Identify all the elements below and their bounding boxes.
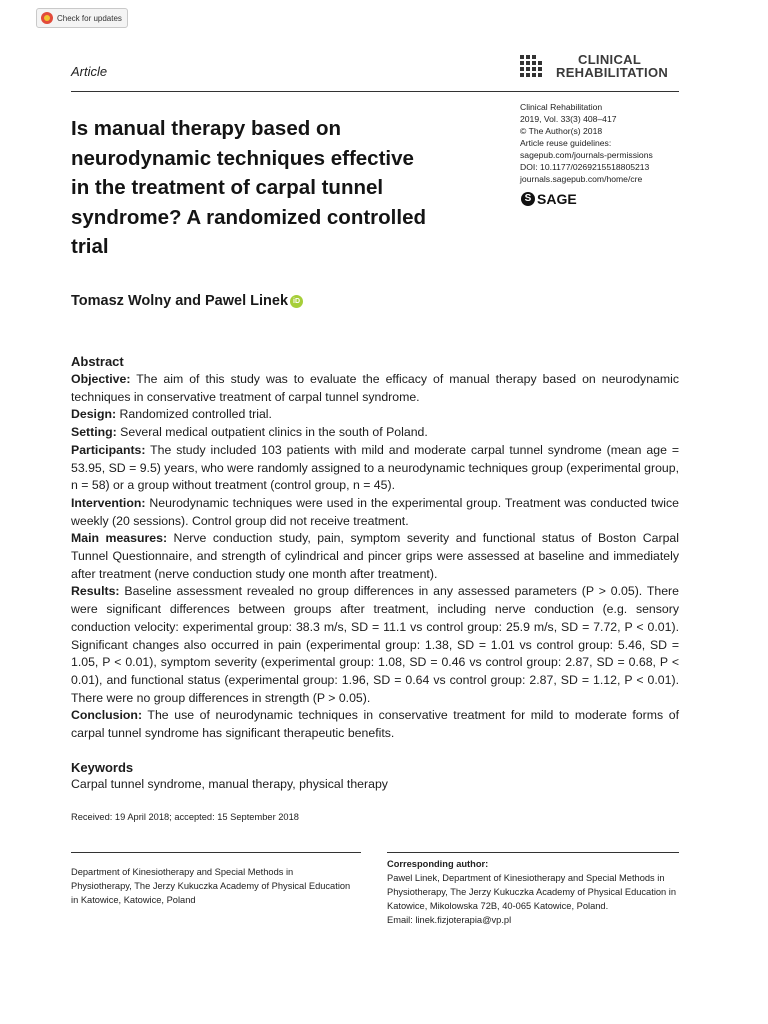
crossmark-icon: [41, 12, 53, 24]
meta-journal: Clinical Rehabilitation: [520, 102, 603, 112]
author-affiliation: Department of Kinesiotherapy and Special Methods in Physiotherapy, The Jerzy Kukuczka Academy of Physical Education in Katowice, Katowice, Poland: [71, 867, 351, 905]
keywords-heading: Keywords: [71, 760, 134, 775]
meta-reuse-label: Article reuse guidelines:: [520, 138, 612, 148]
abstract-intervention: Intervention: Neurodynamic techniques were used in the experimental group. Treatment was conducted twice weekly (20 sessions). Control group did not receive treatment.: [71, 495, 679, 528]
abstract-design: Design: Randomized controlled trial.: [71, 407, 272, 422]
sage-s-icon: S: [521, 192, 535, 206]
journal-name-line1: CLINICAL: [578, 52, 642, 67]
meta-doi[interactable]: DOI: 10.1177/0269215518805213: [520, 162, 650, 172]
journal-name-line2: REHABILITATION: [556, 65, 669, 80]
meta-volume: 2019, Vol. 33(3) 408–417: [520, 114, 617, 124]
journal-grid-icon: [520, 55, 548, 79]
abstract-objective: Objective: The aim of this study was to evaluate the efficacy of manual therapy based on neurodynamic techniques in conservative treatment of carpal tunnel syndrome.: [71, 372, 679, 404]
corresponding-body: Pawel Linek, Department of Kinesiotherapy and Special Methods in Physiotherapy, The Jerzy Kukuczka Academy of Physical Education in Katowice, Mikolowska 72B, 40-065 Katowice, Poland.: [387, 873, 677, 911]
meta-journal-link[interactable]: journals.sagepub.com/home/cre: [520, 174, 643, 184]
abstract-main-measures: Main measures: Nerve conduction study, pain, symptom severity and functional status of Boston Carpal Tunnel Questionnaire, and strength of cylindrical and pincer grips were assessed at baseline and immediately after treatment (nerve conduction study one month after treatment).: [71, 531, 679, 581]
journal-name: [556, 53, 668, 79]
corresponding-rule: [387, 852, 679, 853]
affiliation-rule: [71, 852, 361, 853]
corresponding-author: [387, 857, 679, 927]
article-title: Is manual therapy based on neurodynamic techniques effective in the treatment of carpal tunnel syndrome? A randomized controlled trial: [71, 117, 426, 258]
sage-logo-text: SAGE: [537, 191, 577, 207]
check-for-updates-button[interactable]: [36, 8, 128, 28]
abstract-heading: Abstract: [71, 354, 124, 369]
keywords-list: Carpal tunnel syndrome, manual therapy, physical therapy: [71, 777, 388, 791]
journal-logo: [520, 53, 680, 83]
article-metadata: [520, 101, 653, 185]
abstract-results: Results: Baseline assessment revealed no group differences in any assessed parameters (P > 0.05). There were significant differences between groups after treatment, including nerve conduction (e.g. sensory conduction velocity: experimental group: 38.3 m/s, SD = 11.1 vs control group: 25.9 m/s, SD = 7.72, P < 0.01). Significant changes also occurred in pain (experimental group: 1.38, SD = 1.01 vs control group: 5.46, SD = 1.05, P < 0.01), symptom severity (experimental group: 1.08, SD = 0.46 vs control group: 2.87, SD = 0.68, P < 0.01), and functional status (experimental group: 1.96, SD = 0.64 vs control group: 2.87, SD = 1.12, P < 0.01). There were no group differences in strength (P > 0.05).: [71, 584, 679, 705]
meta-copyright: © The Author(s) 2018: [520, 126, 603, 136]
orcid-icon[interactable]: iD: [290, 295, 303, 308]
corresponding-email[interactable]: Email: linek.fizjoterapia@vp.pl: [387, 915, 512, 925]
meta-reuse-link[interactable]: sagepub.com/journals-permissions: [520, 150, 653, 160]
abstract-participants: Participants: The study included 103 patients with mild and moderate carpal tunnel syndrome (mean age = 53.95, SD = 9.5) years, who were randomly assigned to a neurodynamic techniques group (experimental group, n = 58) or a group without treatment (control group, n = 45).: [71, 442, 680, 493]
header-rule: [71, 91, 679, 92]
sage-logo: [521, 191, 577, 207]
abstract-body: [71, 371, 679, 743]
received-dates: Received: 19 April 2018; accepted: 15 September 2018: [71, 812, 299, 822]
authors: Tomasz Wolny and Pawel Linek: [71, 293, 289, 309]
article-type-label: Article: [71, 64, 108, 79]
corresponding-heading: Corresponding author:: [387, 859, 489, 869]
abstract-conclusion: Conclusion: The use of neurodynamic techniques in conservative treatment for mild to moderate forms of carpal tunnel syndrome has significant therapeutic benefits.: [71, 708, 679, 741]
check-for-updates-label: Check for updates: [57, 14, 122, 23]
abstract-setting: Setting: Several medical outpatient clinics in the south of Poland.: [71, 425, 428, 440]
author-line: [71, 293, 303, 309]
